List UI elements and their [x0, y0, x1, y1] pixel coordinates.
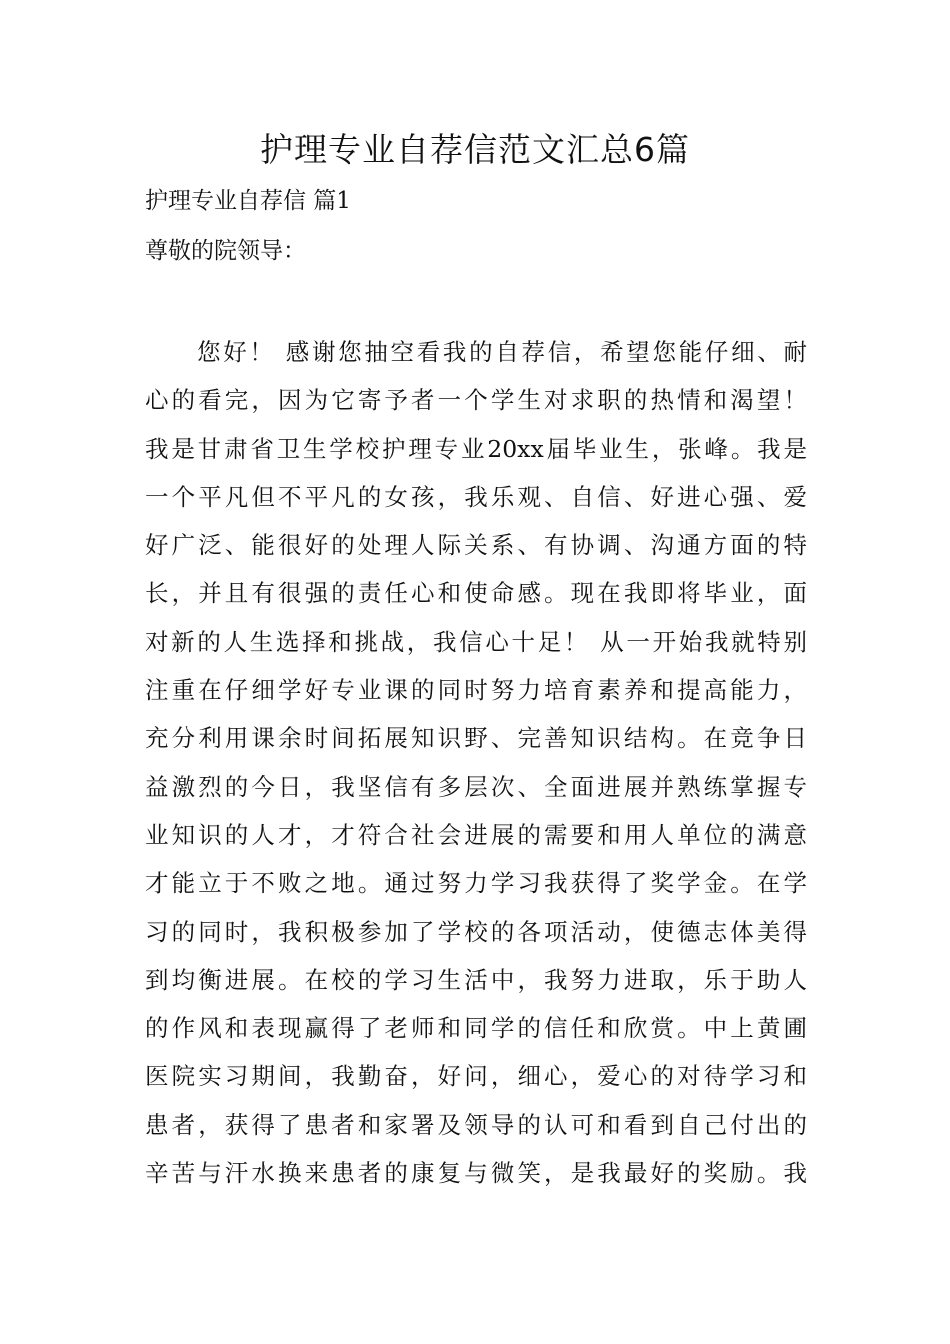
- document-subtitle: 护理专业自荐信 篇1: [145, 188, 351, 214]
- letter-body: [145, 328, 807, 1197]
- body-line: 习的同时，我积极参加了学校的各项活动，使德志体美得: [145, 917, 807, 946]
- body-line: 我是甘肃省卫生学校护理专业20xx届毕业生，张峰。我是: [145, 434, 807, 463]
- body-line: 才能立于不败之地。通过努力学习我获得了奖学金。在学: [145, 869, 807, 898]
- body-line: 患者，获得了患者和家署及领导的认可和看到自己付出的: [145, 1110, 807, 1139]
- body-line: 充分利用课余时间拓展知识野、完善知识结构。在竞争日: [145, 724, 807, 753]
- body-line: 的作风和表现赢得了老师和同学的信任和欣赏。中上黄圃: [145, 1014, 807, 1043]
- body-line: 医院实习期间，我勤奋，好问，细心，爱心的对待学习和: [145, 1062, 807, 1091]
- document-title: 护理专业自荐信范文汇总6篇: [260, 130, 690, 169]
- body-line: 好广泛、能很好的处理人际关系、有协调、沟通方面的特: [145, 531, 807, 560]
- body-line: 到均衡进展。在校的学习生活中，我努力进取，乐于助人: [145, 965, 807, 994]
- body-line: 长，并且有很强的责任心和使命感。现在我即将毕业，面: [145, 579, 807, 608]
- body-line: 辛苦与汗水换来患者的康复与微笑，是我最好的奖励。我: [145, 1159, 807, 1188]
- body-line: 注重在仔细学好专业课的同时努力培育素养和提高能力，: [145, 676, 807, 705]
- body-line: 一个平凡但不平凡的女孩，我乐观、自信、好进心强、爱: [145, 482, 807, 511]
- body-line: 您好！ 感谢您抽空看我的自荐信，希望您能仔细、耐: [197, 338, 807, 366]
- body-line: 对新的人生选择和挑战，我信心十足！ 从一开始我就特别: [145, 627, 807, 656]
- body-line: 业知识的人才，才符合社会进展的需要和用人单位的满意: [145, 820, 807, 849]
- body-line: 益激烈的今日，我坚信有多层次、全面进展并熟练掌握专: [145, 772, 807, 801]
- body-line: 心的看完，因为它寄予者一个学生对求职的热情和渴望！: [145, 386, 807, 415]
- salutation: 尊敬的院领导：: [145, 238, 306, 264]
